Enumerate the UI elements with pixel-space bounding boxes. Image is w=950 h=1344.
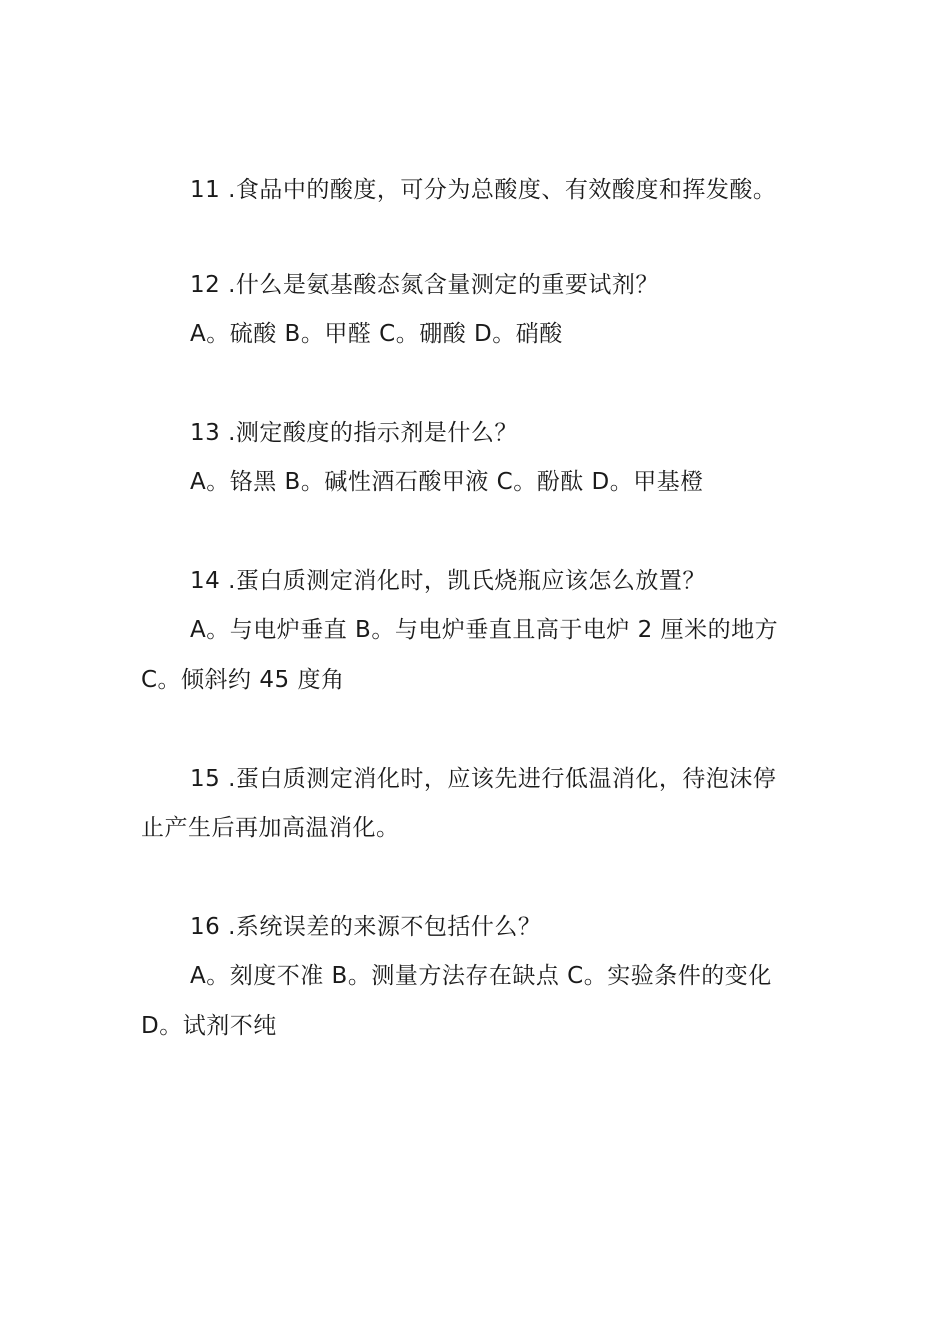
question-13-text: 13 .测定酸度的指示剂是什么？	[190, 420, 518, 446]
question-14-text: 14 .蛋白质测定消化时，凯氏烧瓶应该怎么放置？	[190, 568, 706, 594]
question-15-text-line-2: 止产生后再加高温消化。	[141, 815, 400, 841]
question-16-options-line-1: A。刻度不准 B。测量方法存在缺点 C。实验条件的变化	[190, 963, 772, 989]
question-12-text: 12 .什么是氨基酸态氮含量测定的重要试剂？	[190, 272, 659, 298]
question-16-options-line-2: D。试剂不纯	[141, 1013, 277, 1039]
question-13-options: A。铬黑 B。碱性酒石酸甲液 C。酚酞 D。甲基橙	[190, 469, 704, 495]
question-16-text: 16 .系统误差的来源不包括什么？	[190, 914, 542, 940]
question-15-text-line-1: 15 .蛋白质测定消化时，应该先进行低温消化，待泡沫停	[190, 766, 777, 792]
question-14-options-line-1: A。与电炉垂直 B。与电炉垂直且高于电炉 2 厘米的地方	[190, 617, 779, 643]
question-11-text: 11 .食品中的酸度，可分为总酸度、有效酸度和挥发酸。	[190, 177, 777, 203]
question-12-options: A。硫酸 B。甲醛 C。硼酸 D。硝酸	[190, 321, 563, 347]
question-14-options-line-2: C。倾斜约 45 度角	[141, 667, 345, 693]
